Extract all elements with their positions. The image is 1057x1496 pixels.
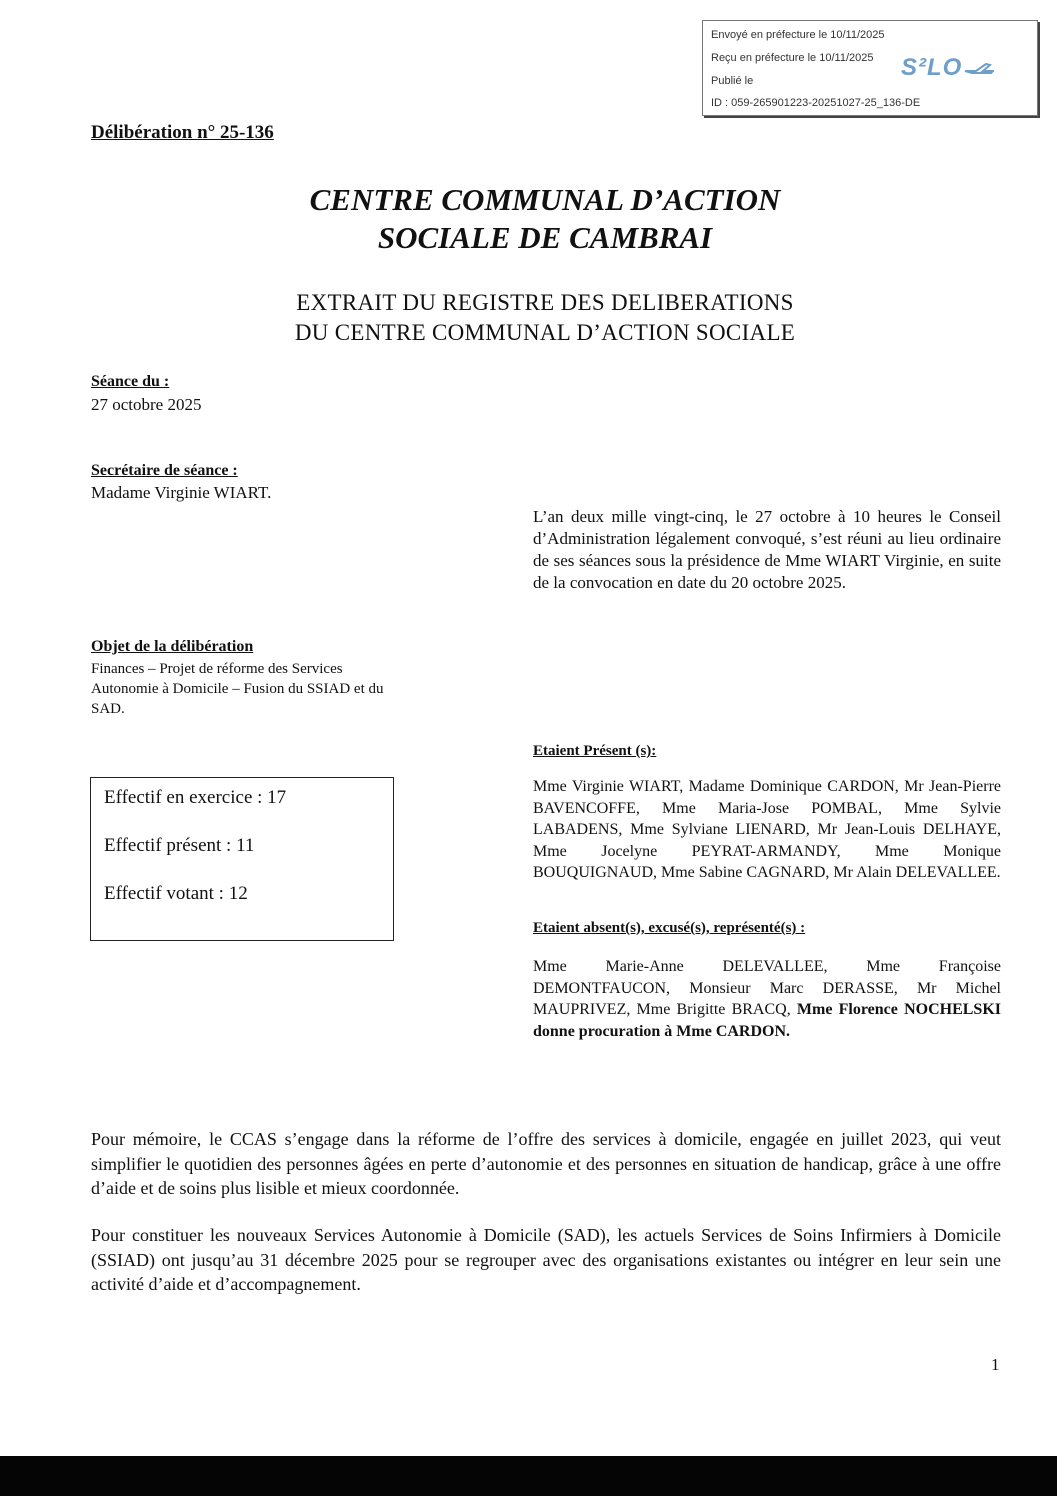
effectif-votant: Effectif votant : 12 (104, 883, 248, 904)
page-title (150, 181, 940, 257)
deliberation-number: Délibération n° 25-136 (91, 122, 274, 143)
presents-label: Etaient Présent (s): (533, 743, 657, 759)
scan-border (0, 1456, 1057, 1496)
seance-date: 27 octobre 2025 (91, 395, 202, 414)
title-line-2: SOCIALE DE CAMBRAI (377, 220, 713, 255)
subtitle-line-1: EXTRAIT DU REGISTRE DES DELIBERATIONS (296, 290, 794, 315)
title-line-1: CENTRE COMMUNAL D’ACTION (309, 182, 781, 217)
page-subtitle (150, 288, 940, 348)
prefecture-stamp (702, 20, 1038, 116)
stamp-envoye: Envoyé en préfecture le 10/11/2025 (711, 29, 885, 41)
objet-text: Finances – Projet de réforme des Services Autonomie à Domicile – Fusion du SSIAD et du SAD. (91, 661, 384, 717)
effectif-present: Effectif présent : 11 (104, 835, 255, 856)
effectif-exercice: Effectif en exercice : 17 (104, 787, 287, 808)
objet-label: Objet de la délibération (91, 638, 254, 655)
secretaire-name: Madame Virginie WIART. (91, 483, 272, 502)
subtitle-line-2: DU CENTRE COMMUNAL D’ACTION SOCIALE (294, 320, 796, 345)
page-number: 1 (991, 1355, 1000, 1374)
presents-text: Mme Virginie WIART, Madame Dominique CARDON, Mr Jean-Pierre BAVENCOFFE, Mme Maria-Jose POMBAL, Mme Sylvie LABADENS, Mme Sylviane LIENARD, Mr Jean-Louis DELHAYE, Mme Jocelyne PEYRAT-ARMANDY, Mme Monique BOUQUIGNAUD, Mme Sabine CAGNARD, Mr Alain DELEVALLEE. (533, 778, 1001, 882)
stamp-publie: Publié le (711, 75, 754, 87)
absents-label: Etaient absent(s), excusé(s), représenté(s) : (533, 920, 806, 936)
s2lo-logo (901, 54, 994, 82)
absents-text: Mme Marie-Anne DELEVALLEE, Mme Françoise DEMONTFAUCON, Monsieur Marc DERASSE, Mr Michel MAUPRIVEZ, Mme Brigitte BRACQ, (533, 958, 1001, 1019)
effectifs-box (90, 777, 394, 941)
s2lo-logo-text: S²LO (901, 54, 963, 81)
plane-icon (964, 62, 994, 76)
seance-label: Séance du : (91, 373, 170, 390)
body-paragraph-1: Pour mémoire, le CCAS s’engage dans la réforme de l’offre des services à domicile, engagée en juillet 2023, qui veut simplifier le quotidien des personnes âgées en perte d’autonomie et des personnes en situation de handicap, grâce à une offre d’aide et de soins plus lisible et mieux coordonnée. (91, 1129, 1001, 1198)
procuration-text: Mme Florence NOCHELSKI donne procuration à Mme CARDON. (533, 1001, 1001, 1040)
stamp-id: ID : 059-265901223-20251027-25_136-DE (711, 97, 921, 109)
absents-block (533, 956, 1001, 1042)
body-paragraph-2: Pour constituer les nouveaux Services Autonomie à Domicile (SAD), les actuels Services de Soins Infirmiers à Domicile (SSIAD) ont jusqu’au 31 décembre 2025 pour se regrouper avec des organisations existantes ou intégrer en leur sein une activité d’aide et d’accompagnement. (91, 1225, 1001, 1294)
secretaire-label: Secrétaire de séance : (91, 462, 238, 479)
stamp-recu: Reçu en préfecture le 10/11/2025 (711, 52, 874, 64)
intro-paragraph: L’an deux mille vingt-cinq, le 27 octobre à 10 heures le Conseil d’Administration légalement convoqué, s’est réuni au lieu ordinaire de ses séances sous la présidence de Mme WIART Virginie, en suite de la convocation en date du 20 octobre 2025. (533, 507, 1001, 592)
